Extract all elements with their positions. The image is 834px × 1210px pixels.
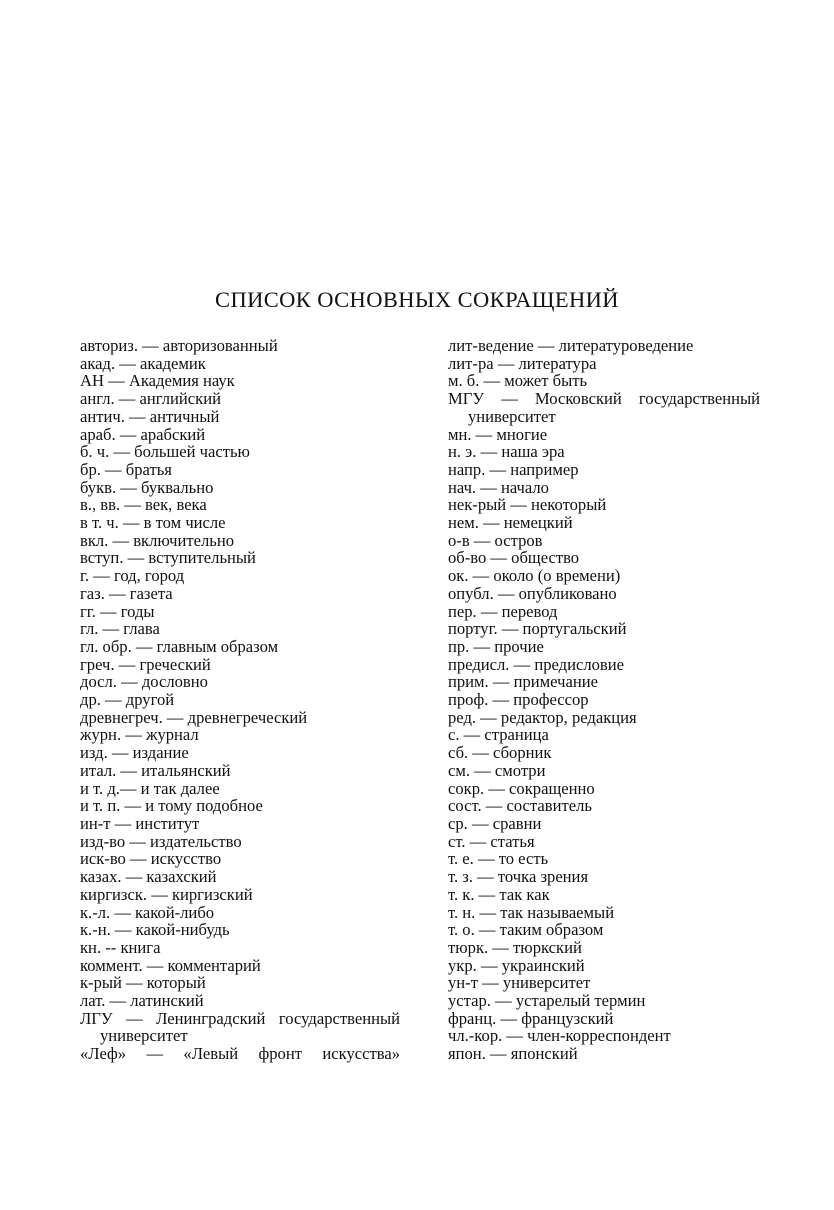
list-item: авториз. — авторизованный (80, 336, 278, 355)
list-item: мн. — многие (448, 424, 548, 444)
list-item: о-в — остров (448, 530, 543, 550)
list-item: англ. — английский (80, 389, 221, 409)
list-item: др. — другой (80, 690, 175, 710)
list-item: ин-т — институт (80, 813, 200, 833)
list-item: ред. — редактор, редакция (448, 707, 637, 727)
list-item: в., вв. — век, века (80, 495, 207, 515)
list-item: гл. обр. — главным образом (80, 636, 279, 656)
list-item: опубл. — опубликовано (448, 583, 617, 603)
list-item: ок. — около (о времени) (448, 566, 621, 586)
list-item: лит-ра — литература (448, 353, 597, 373)
list-item: и т. п. — и тому подобное (80, 796, 263, 816)
list-item: кн. -- книга (80, 937, 161, 957)
list-item: об-во — общество (448, 548, 580, 568)
list-item: древнегреч. — древнегреческий (80, 707, 308, 727)
list-item: г. — год, город (80, 566, 185, 586)
list-item: к.-н. — какой-нибудь (80, 920, 230, 940)
list-item: тюрк. — тюркский (448, 937, 582, 957)
list-item: иск-во — искусство (80, 849, 222, 869)
list-item: вкл. — включительно (80, 530, 235, 550)
list-item: «Леф» — «Левый фронт искусства» (80, 1044, 400, 1064)
list-item: сост. — составитель (448, 796, 592, 816)
list-item: т. е. — то есть (448, 849, 549, 869)
list-item: МГУ — Московский государственный университет (448, 389, 760, 426)
list-item: прим. — примечание (448, 672, 598, 692)
list-item: журн. — журнал (80, 725, 199, 745)
list-item: ср. — сравни (448, 813, 542, 833)
abbreviation-list-left (80, 337, 400, 1063)
list-item: предисл. — предисловие (448, 654, 625, 674)
list-item: АН — Академия наук (80, 371, 235, 391)
list-item: пр. — прочие (448, 636, 544, 656)
list-item: итал. — итальянский (80, 760, 231, 780)
list-item: нем. — немецкий (448, 513, 573, 533)
list-item: нек-рый — некоторый (448, 495, 607, 515)
list-item: араб. — арабский (80, 424, 206, 444)
list-item: антич. — античный (80, 406, 220, 426)
list-item: акад. — академик (80, 353, 206, 373)
list-item: к.-л. — какой-либо (80, 902, 215, 922)
list-item: ЛГУ — Ленинградский государственный университет (80, 1008, 400, 1046)
list-item: т. н. — так называемый (448, 902, 615, 922)
list-item: бр. — братья (80, 459, 172, 479)
list-item: пер. — перевод (448, 601, 558, 621)
list-item: напр. — например (448, 459, 579, 479)
list-item: см. — смотри (448, 760, 546, 780)
list-item: сб. — сборник (448, 743, 552, 763)
list-item: букв. — буквально (80, 477, 214, 497)
list-item: нач. — начало (448, 477, 549, 497)
list-item: т. о. — таким образом (448, 920, 604, 940)
list-item: с. — страница (448, 725, 549, 745)
page-title: СПИСОК ОСНОВНЫХ СОКРАЩЕНИЙ (215, 287, 619, 312)
list-item: казах. — казахский (80, 867, 217, 887)
list-item: франц. — французский (448, 1008, 614, 1028)
list-item: киргизск. — киргизский (80, 884, 253, 904)
list-item: лат. — латинский (80, 991, 204, 1011)
list-item: м. б. — может быть (448, 371, 588, 391)
list-item: гг. — годы (80, 601, 155, 621)
list-item: проф. — профессор (448, 690, 589, 710)
list-item: португ. — португальский (448, 619, 627, 639)
list-item: ун-т — университет (448, 973, 591, 993)
list-item: япон. — японский (448, 1044, 578, 1064)
list-item: и т. д.— и так далее (80, 778, 220, 798)
list-item: т. з. — точка зрения (448, 867, 589, 887)
list-item: изд-во — издательство (80, 831, 242, 851)
list-item: коммент. — комментарий (80, 955, 261, 975)
list-item: в т. ч. — в том числе (80, 513, 226, 533)
list-item: б. ч. — большей частью (80, 442, 250, 462)
list-item: вступ. — вступительный (80, 548, 256, 568)
list-item: укр. — украинский (448, 955, 585, 975)
list-item: н. э. — наша эра (448, 442, 565, 462)
list-item: чл.-кор. — член-корреспондент (448, 1026, 671, 1046)
list-item: к-рый — который (80, 973, 206, 993)
list-item: т. к. — так как (448, 884, 550, 904)
list-item: лит-ведение — литературоведение (448, 336, 694, 355)
list-item: досл. — дословно (80, 672, 208, 692)
list-item: изд. — издание (80, 743, 189, 763)
list-item: греч. — греческий (80, 654, 211, 674)
list-item: гл. — глава (80, 619, 160, 639)
abbreviation-list-right (448, 337, 760, 1063)
list-item: газ. — газета (80, 583, 173, 603)
list-item: ст. — статья (448, 831, 535, 851)
list-item: устар. — устарелый термин (448, 991, 646, 1011)
list-item: сокр. — сокращенно (448, 778, 595, 798)
